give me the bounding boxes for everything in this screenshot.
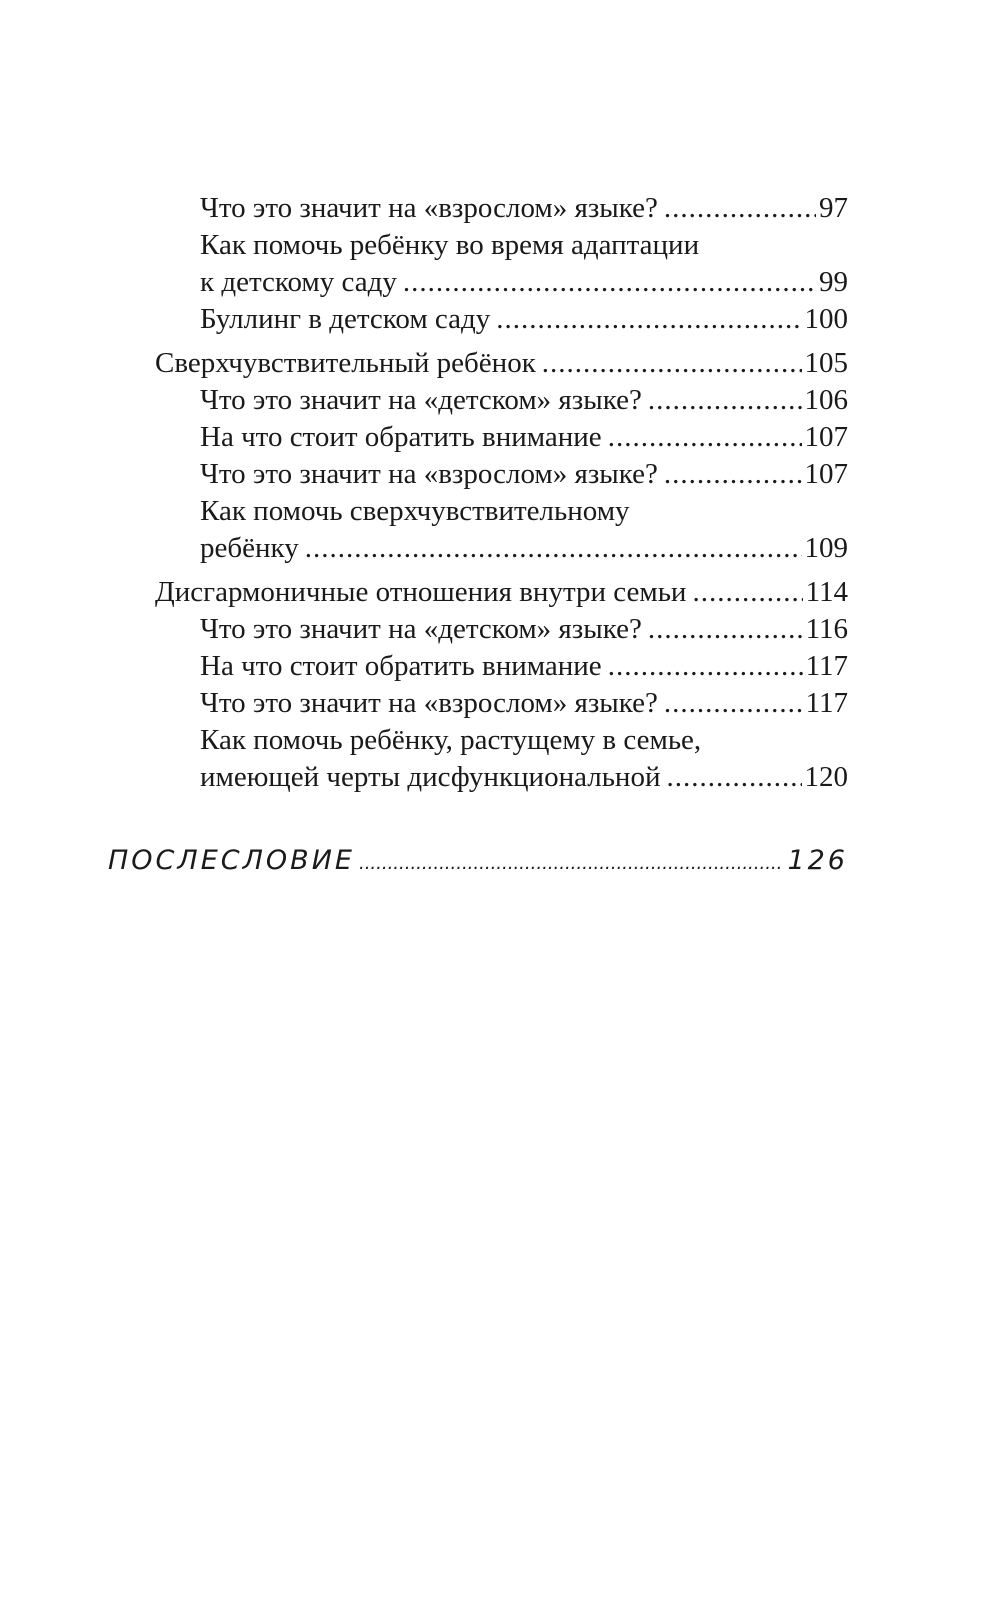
dot-leader: [403, 264, 816, 301]
dot-leader: [648, 382, 802, 419]
toc-entry[interactable]: [200, 190, 848, 227]
toc-entry[interactable]: [200, 722, 848, 796]
toc-page-number: 116: [805, 613, 848, 645]
toc-page-number: 107: [804, 458, 848, 490]
toc-page-number: 117: [805, 687, 848, 719]
toc-entry-title-continued: имеющей черты дисфункциональной: [200, 761, 661, 793]
dot-leader: [692, 574, 802, 611]
toc-chapter-entry[interactable]: [155, 574, 848, 611]
toc-entry[interactable]: [200, 648, 848, 685]
toc-entry-title-continued: ребёнку: [200, 532, 299, 564]
toc-entry[interactable]: [200, 611, 848, 648]
toc-page-number: 99: [819, 266, 848, 298]
toc-entry-title: Что это значит на «взрослом» языке?: [200, 687, 658, 719]
toc-entry-title: Буллинг в детском саду: [200, 303, 491, 335]
toc-entry[interactable]: [200, 301, 848, 338]
toc-entry[interactable]: [200, 382, 848, 419]
toc-entry-title: На что стоит обратить внимание: [200, 650, 602, 682]
dot-leader: [496, 301, 801, 338]
toc-entry-title: Что это значит на «детском» языке?: [200, 384, 642, 416]
dot-leader: [608, 419, 802, 456]
toc-entry-title-continued: к детскому саду: [200, 266, 397, 298]
toc-entry[interactable]: [200, 419, 848, 456]
toc-page-number: 114: [805, 576, 848, 608]
toc-entry-title: Что это значит на «взрослом» языке?: [200, 458, 658, 490]
toc-afterword-entry[interactable]: [108, 845, 848, 885]
dot-leader: [664, 456, 802, 493]
dot-leader: [664, 685, 803, 722]
toc-entry[interactable]: [200, 685, 848, 722]
toc-entry-title: Что это значит на «взрослом» языке?: [200, 192, 658, 224]
toc-page-number: 109: [804, 532, 848, 564]
dot-leader: [542, 345, 802, 382]
dot-leader: [648, 611, 803, 648]
toc-page-number: 120: [804, 761, 848, 793]
toc-entry-title: Дисгармоничные отношения внутри семьи: [155, 576, 687, 608]
toc-page-number: 107: [804, 421, 848, 453]
toc-page-number: 126: [787, 845, 848, 876]
toc-entry-title: На что стоит обратить внимание: [200, 421, 602, 453]
toc-entry-title: Сверхчувствительный ребёнок: [155, 347, 536, 379]
dot-leader: [664, 190, 816, 227]
afterword-title: ПОСЛЕСЛОВИЕ: [108, 845, 355, 876]
toc-entry-title: Как помочь сверхчувствительному: [200, 495, 630, 527]
toc-page-number: 117: [805, 650, 848, 682]
toc-page-number: 105: [804, 347, 848, 379]
toc-entry-title: Что это значит на «детском» языке?: [200, 613, 642, 645]
dot-leader: [608, 648, 803, 685]
toc-page-number: 97: [819, 192, 848, 224]
toc-entry[interactable]: [200, 493, 848, 567]
dot-leader: [666, 759, 801, 796]
toc-page-number: 100: [804, 303, 848, 335]
dot-leader: [359, 853, 783, 874]
toc-chapter-entry[interactable]: [155, 345, 848, 382]
dot-leader: [305, 530, 802, 567]
toc-page-number: 106: [804, 384, 848, 416]
toc-entry[interactable]: [200, 227, 848, 301]
toc-entry-title: Как помочь ребёнку, растущему в семье,: [200, 724, 702, 756]
toc-entry[interactable]: [200, 456, 848, 493]
toc-entry-title: Как помочь ребёнку во время адаптации: [200, 229, 700, 261]
